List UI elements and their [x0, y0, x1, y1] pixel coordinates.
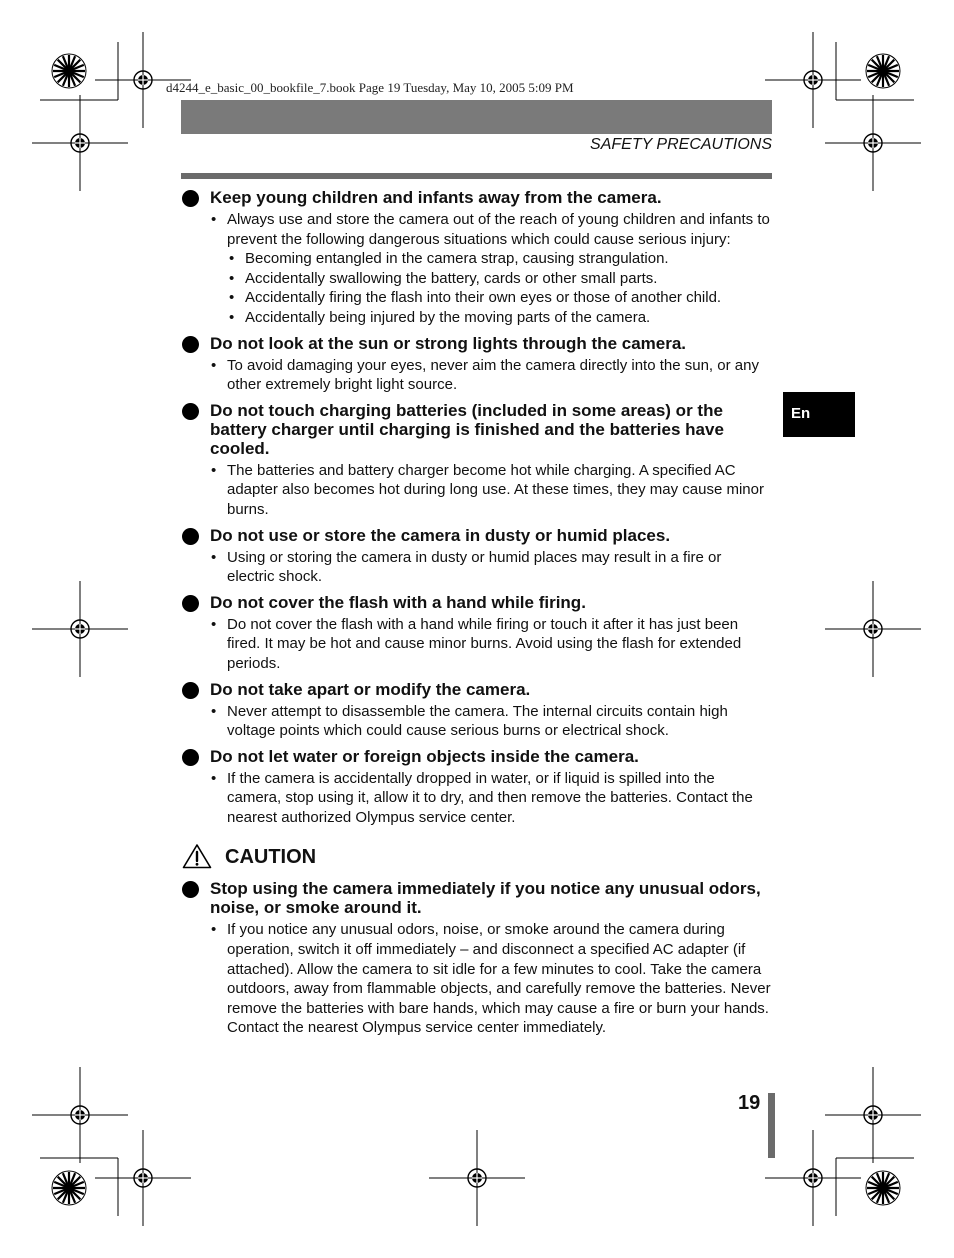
- safety-content: [181, 188, 772, 1038]
- item-title: Stop using the camera immediately if you notice any unusual odors, noise, or smoke around it.: [181, 879, 772, 917]
- item-body: [181, 210, 772, 249]
- item-title: Do not touch charging batteries (included in some areas) or the battery charger until charging is finished and the batteries have cooled.: [181, 401, 772, 458]
- body-bullet: • Always use and store the camera out of the reach of young children and infants to prevent the following dangerous situations which could cause serious injury:: [181, 210, 772, 249]
- item-body: [181, 920, 772, 1038]
- body-bullet: • Never attempt to disassemble the camera. The internal circuits contain high voltage points which could cause serious burns or electrical shock.: [181, 702, 772, 741]
- sub-bullet: • Becoming entangled in the camera strap, causing strangulation.: [181, 249, 772, 269]
- print-header: d4244_e_basic_00_bookfile_7.book Page 19 Tuesday, May 10, 2005 5:09 PM: [166, 80, 574, 95]
- bullet-dot-icon: [182, 528, 199, 545]
- body-bullet: • If you notice any unusual odors, noise, or smoke around the camera during operation, switch it off immediately – and disconnect a specified AC adapter (if attached). Allow the camera to sit idle for a few minutes to cool. Take the camera outdoors, away from flammable objects, and carefully remove the batteries. Never remove the batteries with bare hands, which may cause a fire or burn your hands. Contact the nearest Olympus service center immediately.: [181, 920, 772, 1038]
- bullet-dot-icon: [182, 749, 199, 766]
- bullet-dot-icon: [182, 682, 199, 699]
- sub-bullet: • Accidentally being injured by the moving parts of the camera.: [181, 308, 772, 328]
- item-body: [181, 769, 772, 828]
- caution-heading: [181, 843, 772, 873]
- bullet-dot-icon: [182, 595, 199, 612]
- caution-label: CAUTION: [225, 846, 317, 869]
- item-title: Do not look at the sun or strong lights through the camera.: [181, 334, 772, 353]
- body-bullet: • To avoid damaging your eyes, never aim the camera directly into the sun, or any other extremely bright light source.: [181, 356, 772, 395]
- page-number: 19: [738, 1092, 761, 1114]
- item-body: [181, 548, 772, 587]
- body-bullet: • The batteries and battery charger become hot while charging. A specified AC adapter also becomes hot during long use. At these times, they may cause minor burns.: [181, 461, 772, 520]
- page-number-bar: [768, 1093, 775, 1158]
- sub-bullet: • Accidentally swallowing the battery, cards or other small parts.: [181, 269, 772, 289]
- item-body: [181, 461, 772, 520]
- body-bullet: • If the camera is accidentally dropped in water, or if liquid is spilled into the camera, stop using it, allow it to dry, and then remove the batteries. Contact the nearest authorized Olympus service center.: [181, 769, 772, 828]
- item-title: Do not let water or foreign objects inside the camera.: [181, 747, 772, 766]
- item-body: [181, 702, 772, 741]
- body-bullet: • Do not cover the flash with a hand while firing or touch it after it has just been fired. It may be hot and cause minor burns. Avoid using the flash for extended periods.: [181, 615, 772, 674]
- language-tab: En: [783, 392, 855, 437]
- bullet-dot-icon: [182, 190, 199, 207]
- header-band: [181, 100, 772, 134]
- body-bullet: • Using or storing the camera in dusty or humid places may result in a fire or electric shock.: [181, 548, 772, 587]
- item-body: [181, 615, 772, 674]
- item-body: [181, 356, 772, 395]
- sub-list: [181, 249, 772, 327]
- item-title: Do not take apart or modify the camera.: [181, 680, 772, 699]
- item-title: Do not cover the flash with a hand while firing.: [181, 593, 772, 612]
- sub-bullet: • Accidentally firing the flash into their own eyes or those of another child.: [181, 288, 772, 308]
- section-header: SAFETY PRECAUTIONS: [590, 136, 772, 153]
- bullet-dot-icon: [182, 403, 199, 420]
- warning-triangle-icon: [182, 843, 212, 869]
- item-title: Keep young children and infants away from the camera.: [181, 188, 772, 207]
- bullet-dot-icon: [182, 881, 199, 898]
- bullet-dot-icon: [182, 336, 199, 353]
- item-title: Do not use or store the camera in dusty or humid places.: [181, 526, 772, 545]
- header-rule: [181, 173, 772, 179]
